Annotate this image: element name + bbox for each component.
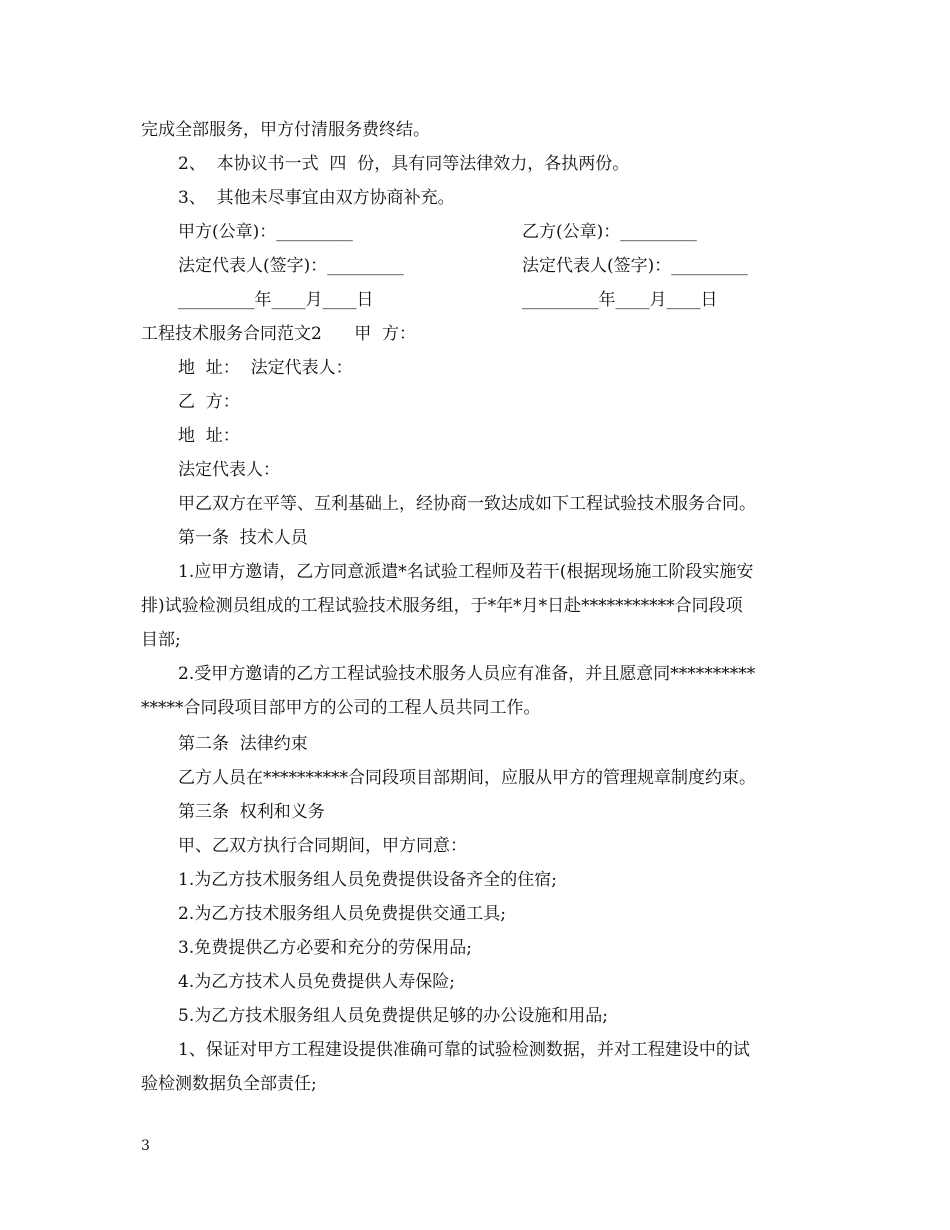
article-heading: 第一条 技术人员: [178, 528, 308, 548]
text-line: 2.受甲方邀请的乙方工程试验技术服务人员应有准备，并且愿意同**********: [178, 664, 756, 684]
text-line: *****合同段项目部甲方的公司的工程人员共同工作。: [141, 698, 541, 718]
text-line: 法定代表人：: [178, 460, 280, 480]
text-line: 1.应甲方邀请，乙方同意派遣*名试验工程师及若干(根据现场施工阶段实施安: [178, 562, 754, 582]
list-item: 1.为乙方技术服务组人员免费提供设备齐全的住宿;: [178, 870, 557, 890]
text-line: 验检测数据负全部责任;: [141, 1074, 317, 1094]
text-line: 排)试验检测员组成的工程试验技术服务组，于*年*月*日赴***********合同段项: [141, 596, 743, 616]
text-line: 乙方人员在**********合同段项目部期间，应服从甲方的管理规章制度约束。: [178, 768, 756, 788]
text-line: 完成全部服务，甲方付清服务费终结。: [141, 120, 430, 140]
list-item: 1、保证对甲方工程建设提供准确可靠的试验检测数据，并对工程建设中的试: [178, 1040, 750, 1060]
text-line: 甲、乙双方执行合同期间，甲方同意：: [178, 836, 467, 856]
party-a-date: _________年____月____日: [178, 290, 374, 310]
page-number: 3: [141, 1138, 150, 1154]
party-a-rep-signature: 法定代表人(签字)：_________: [178, 256, 404, 276]
article-heading: 第二条 法律约束: [178, 734, 308, 754]
text-line: 2、 本协议书一式 四 份，具有同等法律效力，各执两份。: [178, 154, 630, 174]
article-heading: 第三条 权利和义务: [178, 802, 325, 822]
contract-heading: 工程技术服务合同范文2 甲 方：: [141, 324, 417, 344]
party-b-seal: 乙方(公章)：_________: [522, 222, 697, 242]
text-line: 甲乙双方在平等、互利基础上，经协商一致达成如下工程试验技术服务合同。: [178, 494, 756, 514]
text-line: 乙 方：: [178, 392, 240, 412]
party-b-date: _________年____月____日: [522, 290, 718, 310]
list-item: 4.为乙方技术人员免费提供人寿保险;: [178, 972, 455, 992]
text-line: 地 址： 法定代表人：: [178, 358, 353, 378]
list-item: 3.免费提供乙方必要和充分的劳保用品;: [178, 938, 472, 958]
text-line: 目部;: [141, 630, 181, 650]
party-b-rep-signature: 法定代表人(签字)：_________: [522, 256, 748, 276]
party-a-seal: 甲方(公章)：_________: [178, 222, 353, 242]
list-item: 5.为乙方技术服务组人员免费提供足够的办公设施和用品;: [178, 1006, 608, 1026]
text-line: 地 址：: [178, 426, 240, 446]
list-item: 2.为乙方技术服务组人员免费提供交通工具;: [178, 904, 506, 924]
text-line: 3、 其他未尽事宜由双方协商补充。: [178, 188, 455, 208]
